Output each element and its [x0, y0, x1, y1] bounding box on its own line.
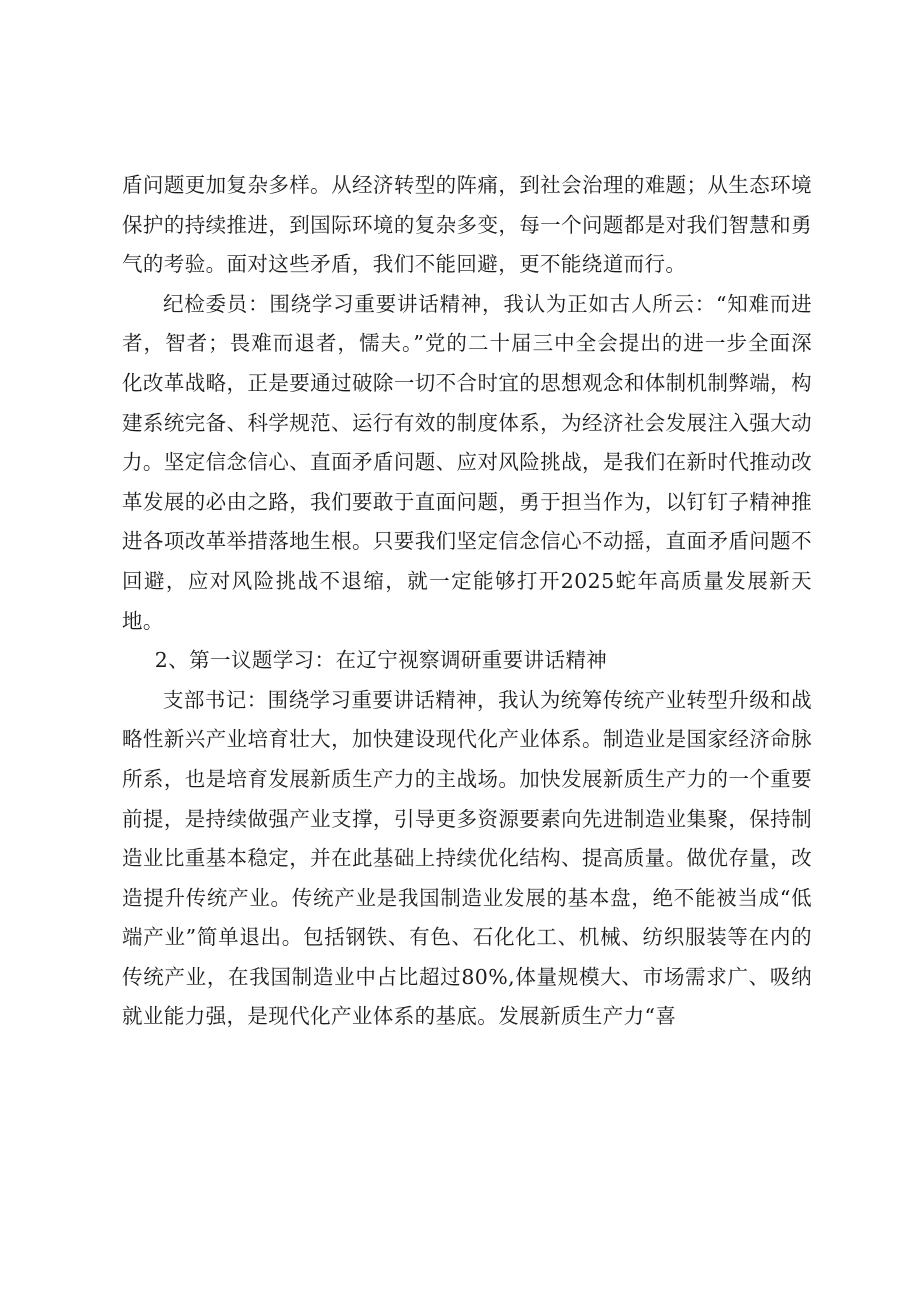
paragraph-discipline-committee: 纪检委员：围绕学习重要讲话精神，我认为正如古人所云：“知难而进者，智者；畏难而退者，懦夫。”党的二十届三中全会提出的进一步全面深化改革战略，正是要通过破除一切不合时宜的思想观念和体制机制弊端，构建系统完备、科学规范、运行有效的制度体系，为经济社会发展注入强大动力。坚定信念信心、直面矛盾问题、应对风险挑战，是我们在新时代推动改革发展的必由之路，我们要敢于直面问题，勇于担当作为，以钉钉子精神推进各项改革举措落地生根。只要我们坚定信念信心不动摇，直面矛盾问题不回避，应对风险挑战不退缩，就一定能够打开2025蛇年高质量发展新天地。 — [122, 291, 812, 633]
paragraph-branch-secretary: 支部书记：围绕学习重要讲话精神，我认为统筹传统产业转型升级和战略性新兴产业培育壮大，加快建设现代化产业体系。制造业是国家经济命脉所系，也是培育发展新质生产力的主战场。加快发展新质生产力的一个重要前提，是持续做强产业支撑，引导更多资源要素向先进制造业集聚，保持制造业比重基本稳定，并在此基础上持续优化结构、提高质量。做优存量，改造提升传统产业。传统产业是我国制造业发展的基本盘，绝不能被当成“低端产业”简单退出。包括钢铁、有色、石化化工、机械、纺织服装等在内的传统产业，在我国制造业中占比超过80%,体量规模大、市场需求广、吸纳就业能力强，是现代化产业体系的基底。发展新质生产力“喜 — [122, 687, 812, 1029]
section-heading: 2、第一议题学习：在辽宁视察调研重要讲话精神 — [154, 648, 608, 673]
document-body — [122, 166, 812, 1037]
paragraph-continuation: 盾问题更加复杂多样。从经济转型的阵痛，到社会治理的难题；从生态环境保护的持续推进，到国际环境的复杂多变，每一个问题都是对我们智慧和勇气的考验。面对这些矛盾，我们不能回避，更不能绕道而行。 — [122, 173, 812, 277]
